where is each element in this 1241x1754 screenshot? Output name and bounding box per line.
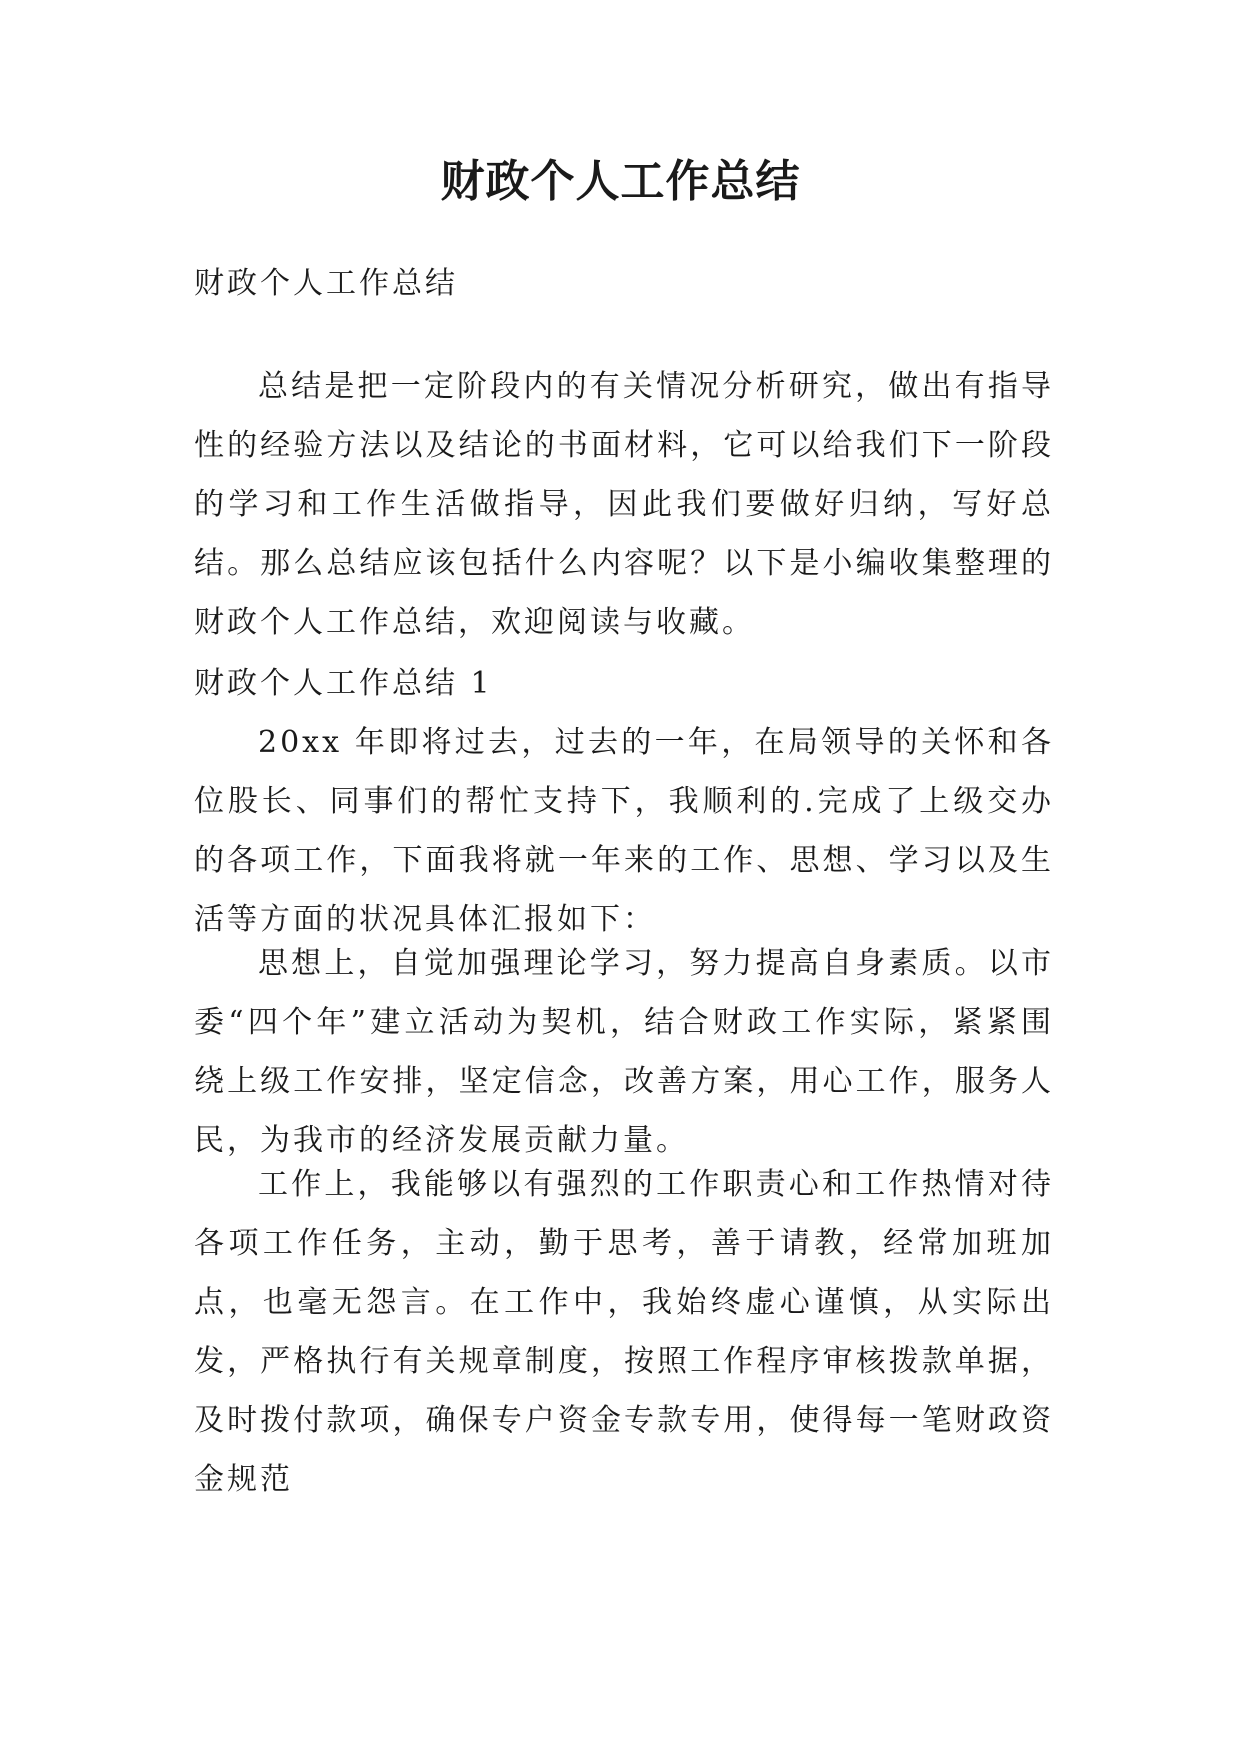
- intro-paragraph: 总结是把一定阶段内的有关情况分析研究，做出有指导性的经验方法以及结论的书面材料，它可以给我们下一阶段的学习和工作生活做指导，因此我们要做好归纳，写好总结。那么总结应该包括什么内容呢？以下是小编收集整理的财政个人工作总结，欢迎阅读与收藏。: [194, 369, 1054, 640]
- section-1-paragraph-3: 工作上，我能够以有强烈的工作职责心和工作热情对待各项工作任务，主动，勤于思考，善于请教，经常加班加点，也毫无怨言。在工作中，我始终虚心谨慎，从实际出发，严格执行有关规章制度，按照工作程序审核拨款单据，及时拨付款项，确保专户资金专款专用，使得每一笔财政资金规范: [194, 1167, 1054, 1497]
- section-1-paragraph-2: 思想上，自觉加强理论学习，努力提高自身素质。以市委“四个年”建立活动为契机，结合财政工作实际，紧紧围绕上级工作安排，坚定信念，改善方案，用心工作，服务人民，为我市的经济发展贡献力量。: [194, 946, 1054, 1158]
- section-1-heading: 财政个人工作总结 1: [194, 666, 493, 701]
- document-title: 财政个人工作总结: [440, 156, 801, 207]
- section-1-paragraph-1: 20xx 年即将过去，过去的一年，在局领导的关怀和各位股长、同事们的帮忙支持下，我顺利的.完成了上级交办的各项工作，下面我将就一年来的工作、思想、学习以及生活等方面的状况具体汇报如下：: [194, 725, 1054, 937]
- document-subtitle: 财政个人工作总结: [194, 266, 458, 301]
